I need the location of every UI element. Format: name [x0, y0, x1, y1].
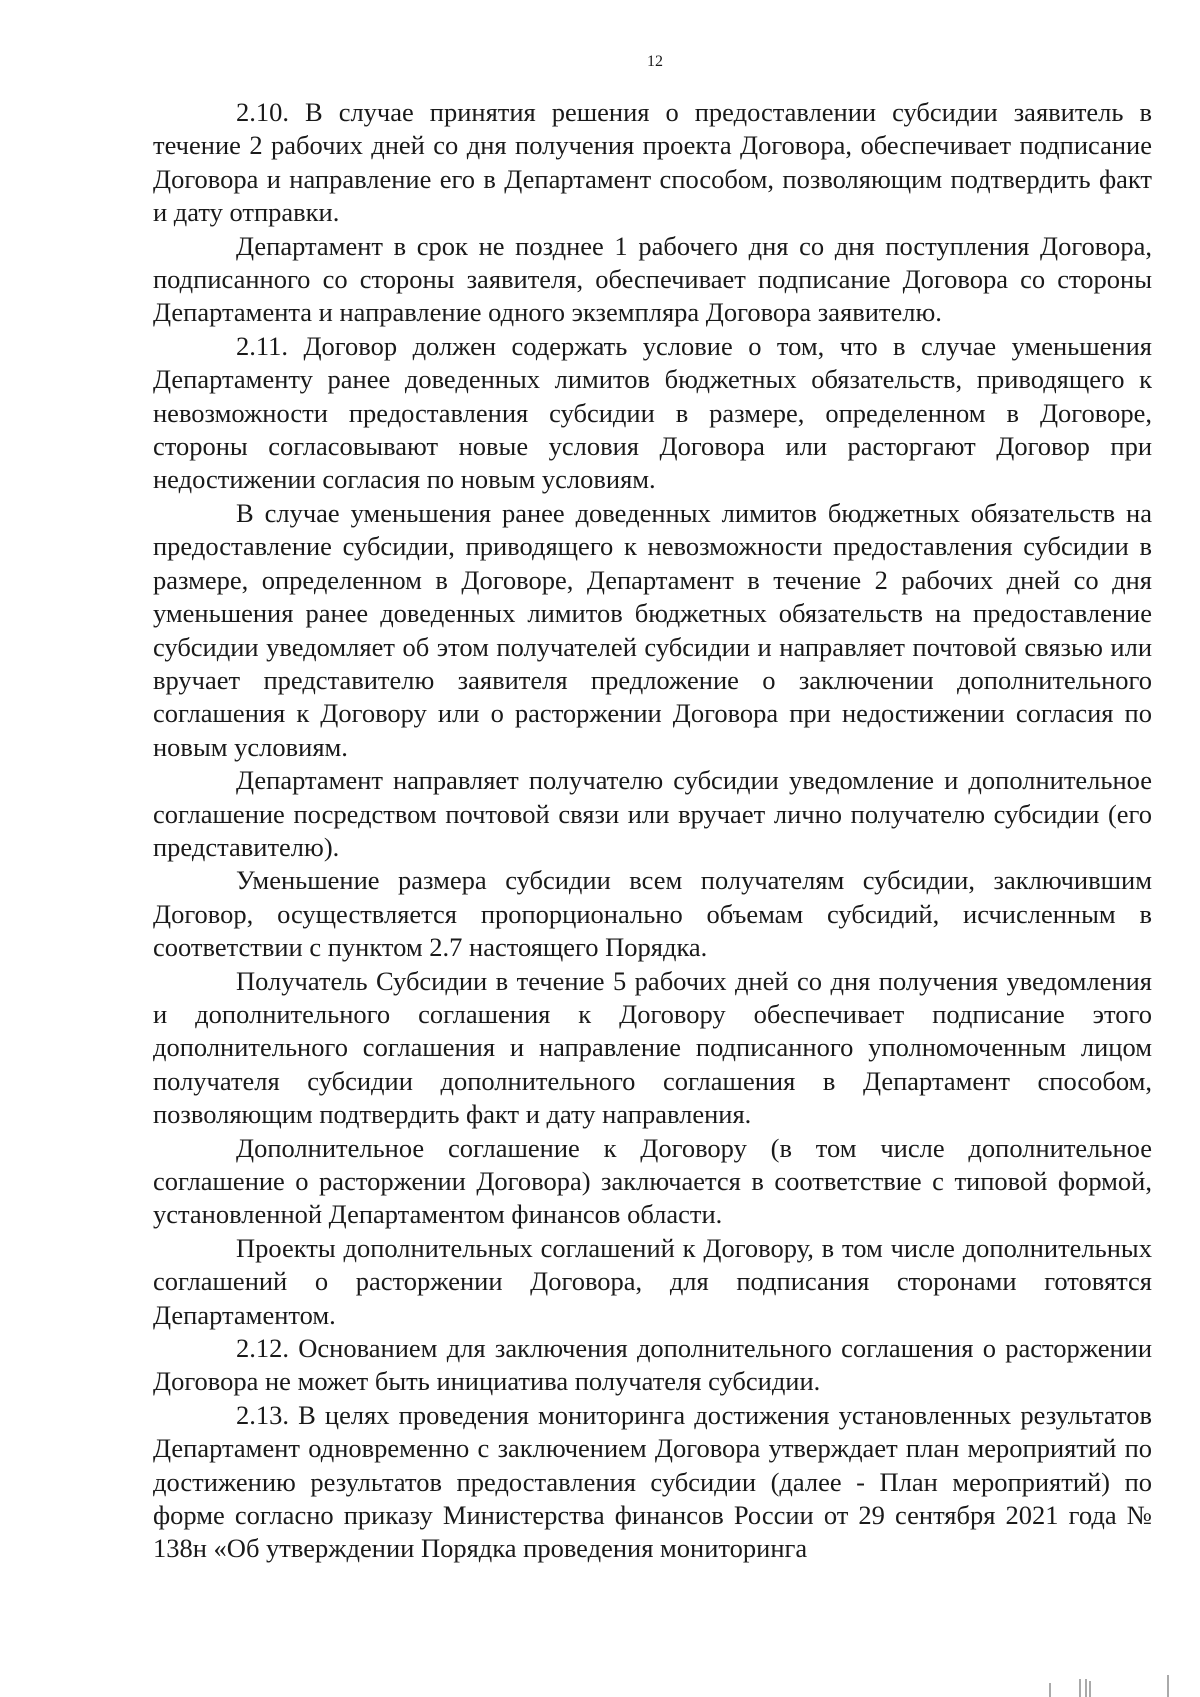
paragraph-draft-agreements: Проекты дополнительных соглашений к Договору, в том числе дополнительных соглашений о расторжении Договора, для подписания сторонами готовятся Департаментом.	[153, 1232, 1152, 1330]
scan-edge-marks	[1040, 1667, 1200, 1697]
document-body	[153, 96, 1152, 1566]
paragraph-recipient-signing: Получатель Субсидии в течение 5 рабочих дней со дня получения уведомления и дополнительного соглашения к Договору обеспечивает подписание этого дополнительного соглашения и направление подписанного уполномоченным лицом получателя субсидии дополнительного соглашения в Департамент способом, позволяющим подтвердить факт и дату направления.	[153, 965, 1152, 1130]
paragraph-department-signing: Департамент в срок не позднее 1 рабочего дня со дня поступления Договора, подписанного со стороны заявителя, обеспечивает подписание Договора со стороны Департамента и направление одного экземпляра Договора заявителю.	[153, 230, 1152, 328]
paragraph-2-10: 2.10. В случае принятия решения о предоставлении субсидии заявитель в течение 2 рабочих дней со дня получения проекта Договора, обеспечивает подписание Договора и направление его в Департамент способом, позволяющим подтвердить факт и дату отправки.	[153, 97, 1152, 228]
paragraph-limits-reduction: В случае уменьшения ранее доведенных лимитов бюджетных обязательств на предоставление субсидии, приводящего к невозможности предоставления субсидии в размере, определенном в Договоре, Департамент в течение 2 рабочих дней со дня уменьшения ранее доведенных лимитов бюджетных обязательств на предоставление субсидии уведомляет об этом получателей субсидии и направляет почтовой связью или вручает представителю заявителя предложение о заключении дополнительного соглашения к Договору или о расторжении Договора при недостижении согласия по новым условиям.	[153, 497, 1152, 762]
paragraph-proportional-reduction: Уменьшение размера субсидии всем получателям субсидии, заключившим Договор, осуществляется пропорционально объемам субсидий, исчисленным в соответствии с пунктом 2.7 настоящего Порядка.	[153, 865, 1152, 963]
paragraph-2-12: 2.12. Основанием для заключения дополнительного соглашения о расторжении Договора не может быть инициатива получателя субсидии.	[153, 1333, 1152, 1397]
paragraph-standard-form: Дополнительное соглашение к Договору (в том числе дополнительное соглашение о расторжении Договора) заключается в соответствие с типовой формой, установленной Департаментом финансов области.	[153, 1132, 1152, 1230]
page-number: 12	[647, 53, 663, 70]
paragraph-2-11: 2.11. Договор должен содержать условие о том, что в случае уменьшения Департаменту ранее доведенных лимитов бюджетных обязательств, приводящего к невозможности предоставления субсидии в размере, определенном в Договоре, стороны согласовывают новые условия Договора или расторгают Договор при недостижении согласия по новым условиям.	[153, 330, 1152, 495]
paragraph-2-13: 2.13. В целях проведения мониторинга достижения установленных результатов Департамент одновременно с заключением Договора утверждает план мероприятий по достижению результатов предоставления субсидии (далее - План мероприятий) по форме согласно приказу Министерства финансов России от 29 сентября 2021 года № 138н «Об утверждении Порядка проведения мониторинга	[153, 1399, 1152, 1564]
paragraph-notification: Департамент направляет получателю субсидии уведомление и дополнительное соглашение посредством почтовой связи или вручает лично получателю субсидии (его представителю).	[153, 765, 1152, 862]
